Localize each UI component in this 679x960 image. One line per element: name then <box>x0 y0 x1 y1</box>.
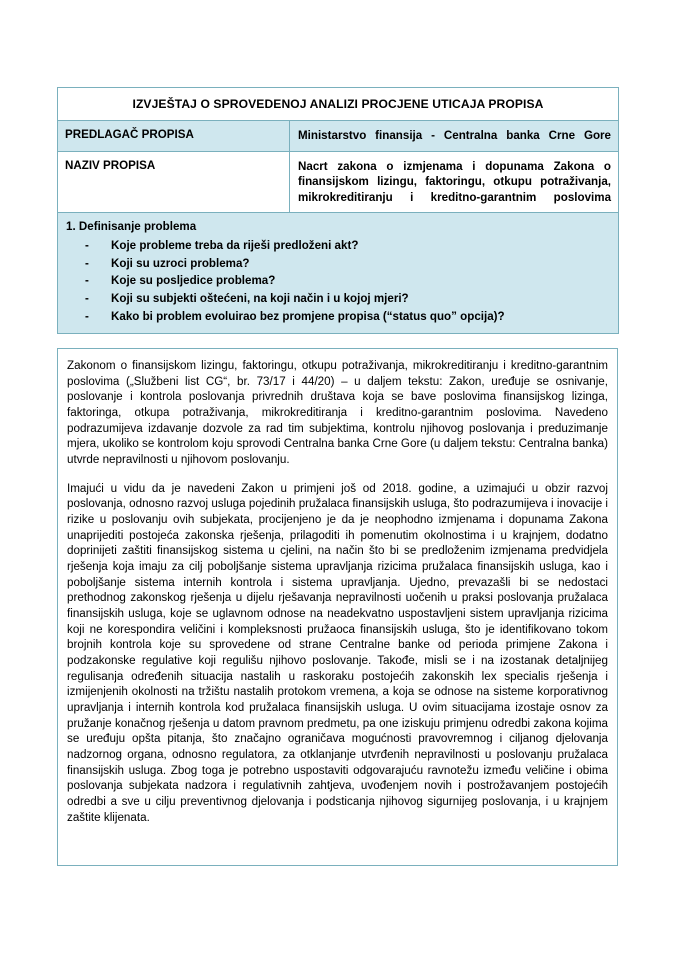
bullet-dash: - <box>85 256 89 270</box>
report-title: IZVJEŠTAJ O SPROVEDENOJ ANALIZI PROCJENE UTICAJA PROPISA <box>58 88 619 121</box>
table-row-problem-definition <box>58 213 619 334</box>
bullet-dash: - <box>85 274 89 288</box>
body-paragraph-2: Imajući u vidu da je navedeni Zakon u primjeni još od 2018. godine, a uzimajući u obzir razvoj poslovanja, odnosno razvoj usluga pojedinih pružalaca finansijskih usluga, što podrazumijeva i inovacije i rizike u poslovanju ovih subjekata, procijenjeno je da je neophodno izmjenama i dopunama Zakona unaprijediti postojeća zakonska rješenja, prilagoditi ih pomenutim okolnostima i u krajnjem, dodatno doprinijeti zaštiti finansijskog sistema u cjelini, na način što bi se predloženim izmjenama predvidjela rješenja koja imaju za cilj poboljšanje sistema upravljanja rizicima pružalaca finansijskih usluga, kao i poboljšanje sistema internih kontrola i sistema upravljanja. Ujedno, prevazašli bi se nedostaci prethodnog zakonskog rješenja u dijelu rješavanja nepravilnosti uočenih u praksi poslovanja pružalaca finansijskih usluga, koje se uglavnom odnose na neadekvatno uspostavljeni sistem upravljanja rizicima koji ne korespondira veličini i kompleksnosti pružaoca finansijskih usluga, što je identifikovano tokom brojnih kontrola koje su sprovedene od strane Centralne banke od perioda primjene Zakona i podzakonske regulative koji regulišu njihovo poslovanje. Takođe, misli se i na izostanak detaljnijeg regulisanja određenih situacija nastalih u raskoraku postojećih zakonskih lex specialis rješenja i izmijenjenih okolnosti na tržištu nastalih protokom vremena, a koja se odnose na sisteme korporativnog upravljanja i internih kontrola kod pružalaca finansijskih usluga. U ovim situacijama izostaje osnov za pružanje konačnog rješenja u datom pravnom predmetu, pa one iziskuju primjenu odredbi zakona kojima se uređuju opšta pitanja, što značajno ograničava mogućnosti pravovremnog i ciljanog djelovanja nadzornog organa, odnosno regulatora, za otklanjanje utvrđenih nepravilnosti u poslovanju pružalaca finansijskih usluga. Zbog toga je potrebno uspostaviti odgovarajuću ravnotežu između veličine i obima poslovanja subjekata nadzora i regulativnih zahtjeva, uvođenjem novih i postrožavanjem postojećih odredbi a sve u cilju preventivnog djelovanja i podsticanja njihovog sigurnijeg poslovanja, i u krajnjem zaštite klijenata. <box>67 481 608 824</box>
regulation-impact-table <box>57 87 619 334</box>
list-item <box>66 237 610 255</box>
problem-question-list <box>66 237 610 325</box>
proposer-label: PREDLAGAČ PROPISA <box>58 121 290 152</box>
list-item <box>66 255 610 273</box>
question-text: Koji su uzroci problema? <box>111 256 250 270</box>
list-item <box>66 308 610 326</box>
list-item <box>66 290 610 308</box>
bullet-dash: - <box>85 239 89 253</box>
question-text: Koji su subjekti oštećeni, na koji način i u kojoj mjeri? <box>111 291 409 305</box>
table-row-proposer <box>58 121 619 152</box>
regulation-name-value: Nacrt zakona o izmjenama i dopunama Zakona o finansijskom lizingu, faktoringu, otkupu potraživanja, mikrokreditiranju i kreditno-garantnim poslovima <box>290 151 619 213</box>
problem-description-box <box>57 348 618 866</box>
proposer-value <box>290 121 619 152</box>
body-paragraph-1: Zakonom o finansijskom lizingu, faktoringu, otkupu potraživanja, mikrokreditiranju i kreditno-garantnim poslovima („Službeni list CG“, br. 73/17 i 44/20) – u daljem tekstu: Zakon, uređuje se osnivanje, poslovanje i kontrola poslovanja privrednih društava koja se bave poslovima finansijskog lizinga, faktoringa, otkupa potraživanja, mikrokreditiranja i kreditno-garantnim poslovima. Navedeno podrazumijeva izdavanje dozvole za rad tim subjektima, kontrolu njihovog poslovanja i preduzimanje mjera, ukoliko se kontrolom koju sprovodi Centralna banka Crne Gore (u daljem tekstu: Centralna banka) utvrde nepravilnosti u njihovom poslovanju. <box>67 359 608 467</box>
bullet-dash: - <box>85 291 89 305</box>
table-row-regulation-name <box>58 151 619 213</box>
question-text: Koje probleme treba da riješi predloženi akt? <box>111 239 359 253</box>
proposer-value-text: Ministarstvo finansija - Centralna banka Crne Gore <box>298 129 612 142</box>
problem-definition-section <box>58 213 619 334</box>
problem-definition-heading: 1. Definisanje problema <box>66 220 197 234</box>
regulation-name-label: NAZIV PROPISA <box>58 151 290 213</box>
list-item <box>66 272 610 290</box>
question-text: Koje su posljedice problema? <box>111 274 276 288</box>
table-row-title <box>58 88 619 121</box>
bullet-dash: - <box>85 309 89 323</box>
question-text: Kako bi problem evoluirao bez promjene propisa (“status quo” opcija)? <box>111 309 505 323</box>
